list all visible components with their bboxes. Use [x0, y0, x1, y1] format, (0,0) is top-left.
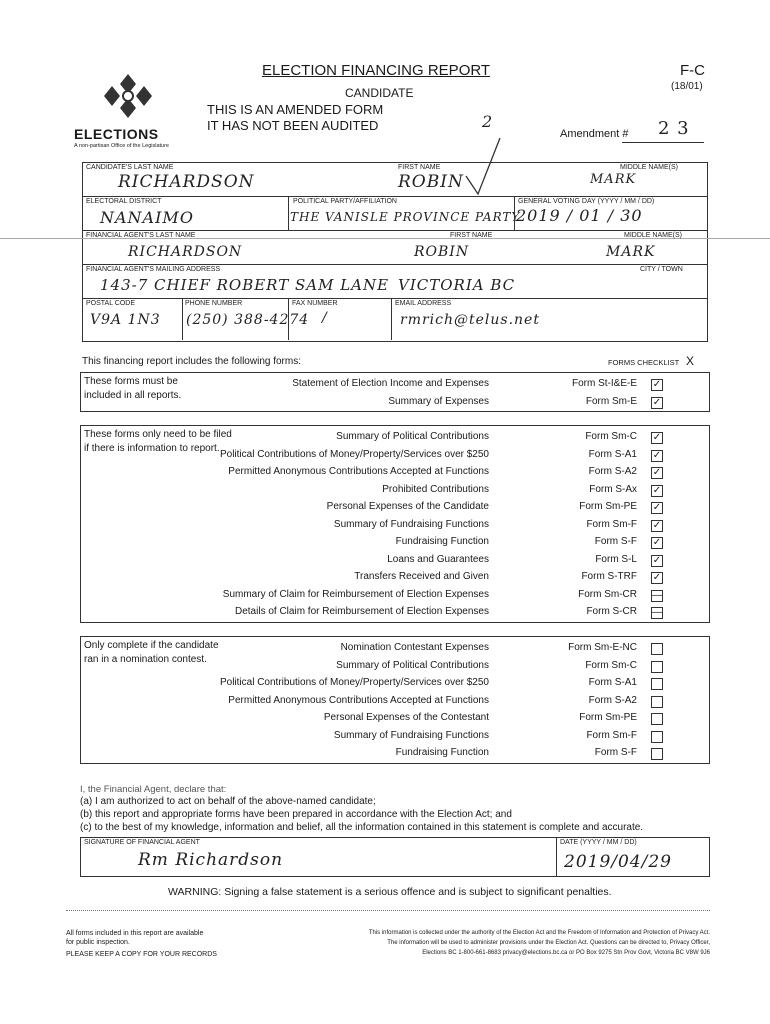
form-description: Summary of Fundraising Functions: [333, 729, 489, 741]
form-description: Personal Expenses of the Candidate: [326, 501, 489, 512]
candidate-last-name[interactable]: RICHARDSON: [118, 172, 255, 192]
candidate-first-name-label: FIRST NAME: [398, 164, 441, 171]
phone-label: PHONE NUMBER: [185, 300, 243, 307]
candidate-middle-label: MIDDLE NAME(S): [620, 164, 678, 171]
form-description: Transfers Received and Given: [354, 571, 489, 582]
warning-text: WARNING: Signing a false statement is a serious offence and is subject to significant penalties.: [168, 886, 612, 898]
form-checkbox[interactable]: ✓: [652, 449, 662, 461]
margin-note: 2: [482, 112, 494, 131]
form-checkbox[interactable]: ✓: [652, 484, 662, 496]
amended-line2: IT HAS NOT BEEN AUDITED: [207, 118, 379, 133]
signature-label: SIGNATURE OF FINANCIAL AGENT: [84, 839, 200, 846]
form-row: [81, 642, 709, 656]
phone-value[interactable]: (250) 388-4274: [186, 312, 310, 328]
form-description: Statement of Election Income and Expenses: [292, 378, 489, 389]
optional-forms-box: [80, 425, 710, 623]
form-checkbox[interactable]: —: [652, 589, 662, 601]
email-value[interactable]: rmrich@telus.net: [400, 312, 540, 328]
form-row: [81, 695, 709, 709]
form-description: Political Contributions of Money/Property/Services over $250: [219, 677, 489, 688]
voting-day-label: GENERAL VOTING DAY (YYYY / MM / DD): [518, 198, 655, 205]
form-checkbox[interactable]: ✓: [652, 432, 662, 443]
form-row: [81, 677, 709, 691]
agent-last-name[interactable]: RICHARDSON: [128, 244, 243, 260]
form-description: Summary of Fundraising Functions: [333, 518, 489, 530]
form-description: Nomination Contestant Expenses: [340, 642, 489, 653]
candidate-first-name[interactable]: ROBIN: [398, 172, 464, 192]
agent-first-name[interactable]: ROBIN: [414, 244, 470, 260]
form-checkbox[interactable]: ✓: [652, 467, 662, 478]
form-checkbox[interactable]: ✓: [652, 379, 662, 390]
checklist-mark: X: [686, 354, 695, 368]
form-row: [81, 449, 709, 463]
form-row: [81, 536, 709, 550]
form-description: Personal Expenses of the Contestant: [323, 712, 489, 723]
form-checkbox[interactable]: [651, 748, 663, 760]
agent-first-name-label: FIRST NAME: [450, 232, 493, 239]
date-label: DATE (YYYY / MM / DD): [560, 839, 637, 846]
form-checkbox[interactable]: [651, 643, 663, 655]
form-checkbox[interactable]: [651, 661, 663, 673]
checklist-label: FORMS CHECKLIST: [608, 358, 680, 367]
form-row: [81, 501, 709, 515]
form-code: F-C: [680, 62, 705, 79]
form-row: [81, 660, 709, 674]
group3-note-line1: Only complete if the candidate: [84, 640, 219, 651]
district-value[interactable]: NANAIMO: [100, 208, 194, 227]
footer-left3: PLEASE KEEP A COPY FOR YOUR RECORDS: [66, 951, 217, 958]
group1-note-line2: included in all reports.: [84, 390, 182, 401]
agent-city[interactable]: VICTORIA BC: [398, 276, 516, 294]
logo-icon: [92, 72, 164, 128]
candidate-last-name-label: CANDIDATE'S LAST NAME: [86, 164, 174, 171]
declaration-a: (a) I am authorized to act on behalf of the above-named candidate;: [80, 796, 376, 807]
nomination-forms-box: [80, 636, 710, 764]
declaration-intro: I, the Financial Agent, declare that:: [80, 784, 227, 795]
form-row: [81, 712, 709, 726]
form-checkbox[interactable]: ✓: [652, 396, 662, 408]
form-checkbox[interactable]: [651, 696, 663, 708]
form-row: [81, 378, 709, 392]
form-code: Form S-F: [594, 536, 637, 547]
form-checkbox[interactable]: ✓: [652, 572, 662, 583]
form-description: Summary of Political Contributions: [336, 431, 489, 442]
form-description: Details of Claim for Reimbursement of Election Expenses: [235, 606, 489, 617]
form-row: [81, 431, 709, 445]
form-row: [81, 606, 709, 620]
forms-intro: This financing report includes the following forms:: [82, 356, 301, 367]
form-code: Form S-TRF: [581, 571, 637, 582]
agent-address-label: FINANCIAL AGENT'S MAILING ADDRESS: [86, 266, 221, 273]
form-description: Summary of Claim for Reimbursement of Election Expenses: [222, 588, 489, 600]
form-code: Form Sm-PE: [579, 501, 637, 512]
footer-left1: All forms included in this report are available: [66, 930, 204, 937]
report-title: ELECTION FINANCING REPORT: [262, 62, 491, 79]
form-code: Form S-A1: [588, 448, 637, 460]
form-code: Form S-Ax: [589, 483, 637, 495]
date-value[interactable]: 2019/04/29: [564, 852, 672, 872]
agent-city-label: CITY / TOWN: [640, 266, 683, 273]
form-checkbox[interactable]: ✓: [652, 502, 662, 513]
form-checkbox[interactable]: [651, 678, 663, 690]
required-forms-box: [80, 372, 710, 412]
voting-day-value[interactable]: 2019 / 01 / 30: [516, 206, 643, 225]
fax-label: FAX NUMBER: [292, 300, 338, 307]
footer-right3: Elections BC 1-800-661-8683 privacy@elections.bc.ca or PO Box 9275 Stn Prov Govt, Victoria BC V8W 9J6: [422, 950, 710, 956]
form-code: Form Sm-E-NC: [568, 642, 637, 653]
agent-middle-label: MIDDLE NAME(S): [624, 232, 682, 239]
form-checkbox[interactable]: —: [652, 607, 662, 618]
amendment-label: Amendment #: [560, 128, 629, 140]
form-code: Form Sm-F: [586, 518, 637, 530]
group3-note-line2: ran in a nomination contest.: [84, 654, 207, 665]
form-row: [81, 466, 709, 480]
footer-right1: This information is collected under the authority of the Election Act and the Freedom of Information and Protection of Privacy Act.: [368, 930, 710, 936]
form-code: Form S-A2: [588, 466, 637, 477]
party-value[interactable]: THE VANISLE PROVINCE PARTY: [290, 210, 521, 224]
form-row: [81, 554, 709, 568]
form-row: [81, 589, 709, 603]
group2-note-line1: These forms only need to be filed: [84, 429, 232, 440]
form-description: Summary of Expenses: [388, 395, 489, 407]
party-label: POLITICAL PARTY/AFFILIATION: [293, 198, 397, 205]
form-code: Form Sm-CR: [578, 588, 637, 600]
form-code: Form S-CR: [586, 606, 637, 617]
fax-value[interactable]: /: [322, 310, 328, 326]
form-row: [81, 747, 709, 761]
declaration-b: (b) this report and appropriate forms have been prepared in accordance with the Election Act; and: [80, 809, 512, 820]
form-description: Summary of Political Contributions: [336, 659, 489, 671]
form-code: Form S-L: [595, 553, 637, 565]
district-label: ELECTORAL DISTRICT: [86, 198, 162, 205]
amended-line1: THIS IS AN AMENDED FORM: [207, 102, 384, 117]
form-code: Form Sm-F: [586, 729, 637, 741]
postal-label: POSTAL CODE: [86, 300, 136, 307]
form-row: [81, 571, 709, 585]
form-description: Fundraising Function: [395, 747, 489, 758]
form-code: Form S-A1: [588, 677, 637, 688]
form-checkbox[interactable]: [651, 713, 663, 725]
form-row: [81, 730, 709, 744]
form-row: [81, 519, 709, 533]
form-code: Form S-F: [594, 747, 637, 758]
org-name: ELECTIONS: [74, 126, 159, 142]
group1-note-line1: These forms must be: [84, 376, 178, 387]
form-code: Form Sm-E: [585, 395, 637, 407]
group2-note-line2: if there is information to report.: [84, 443, 220, 454]
signature-value[interactable]: Rm Richardson: [138, 850, 284, 870]
declaration-c: (c) to the best of my knowledge, information and belief, all the information contained in this statement is complete and accurate.: [80, 822, 644, 833]
form-description: Political Contributions of Money/Property/Services over $250: [219, 448, 489, 460]
form-version: (18/01): [671, 81, 703, 92]
form-description: Fundraising Function: [395, 536, 489, 547]
form-description: Prohibited Contributions: [382, 483, 489, 495]
footer-left2: for public inspection.: [66, 939, 130, 946]
org-tagline: A non-partisan Office of the Legislature: [74, 143, 169, 149]
form-code: Form Sm-PE: [579, 712, 637, 723]
footer-right2: The information will be used to administer provisions under the Election Act. Questions can be directed to, Privacy Officer,: [387, 940, 710, 946]
form-code: Form S-A2: [588, 694, 637, 706]
form-code: Form Sm-C: [585, 431, 637, 442]
form-checkbox[interactable]: ✓: [652, 554, 662, 566]
elections-logo: [92, 72, 164, 128]
form-code: Form Sm-C: [585, 659, 637, 671]
form-description: Permitted Anonymous Contributions Accepted at Functions: [228, 694, 489, 706]
form-code: Form St-I&E-E: [571, 378, 637, 389]
report-subtitle: CANDIDATE: [345, 86, 414, 100]
form-description: Loans and Guarantees: [387, 553, 489, 565]
agent-address[interactable]: 143-7 CHIEF ROBERT SAM LANE: [100, 276, 390, 294]
agent-middle-name[interactable]: MARK: [606, 244, 656, 260]
amendment-value: 2 3: [658, 118, 690, 139]
candidate-middle-name[interactable]: MARK: [590, 172, 637, 187]
agent-last-name-label: FINANCIAL AGENT'S LAST NAME: [86, 232, 196, 239]
form-description: Permitted Anonymous Contributions Accepted at Functions: [228, 466, 489, 477]
form-checkbox[interactable]: ✓: [652, 519, 662, 531]
form-checkbox[interactable]: [651, 731, 663, 743]
postal-value[interactable]: V9A 1N3: [90, 312, 161, 328]
email-label: EMAIL ADDRESS: [395, 300, 452, 307]
form-checkbox[interactable]: ✓: [652, 537, 662, 548]
form-row: [81, 396, 709, 410]
form-row: [81, 484, 709, 498]
